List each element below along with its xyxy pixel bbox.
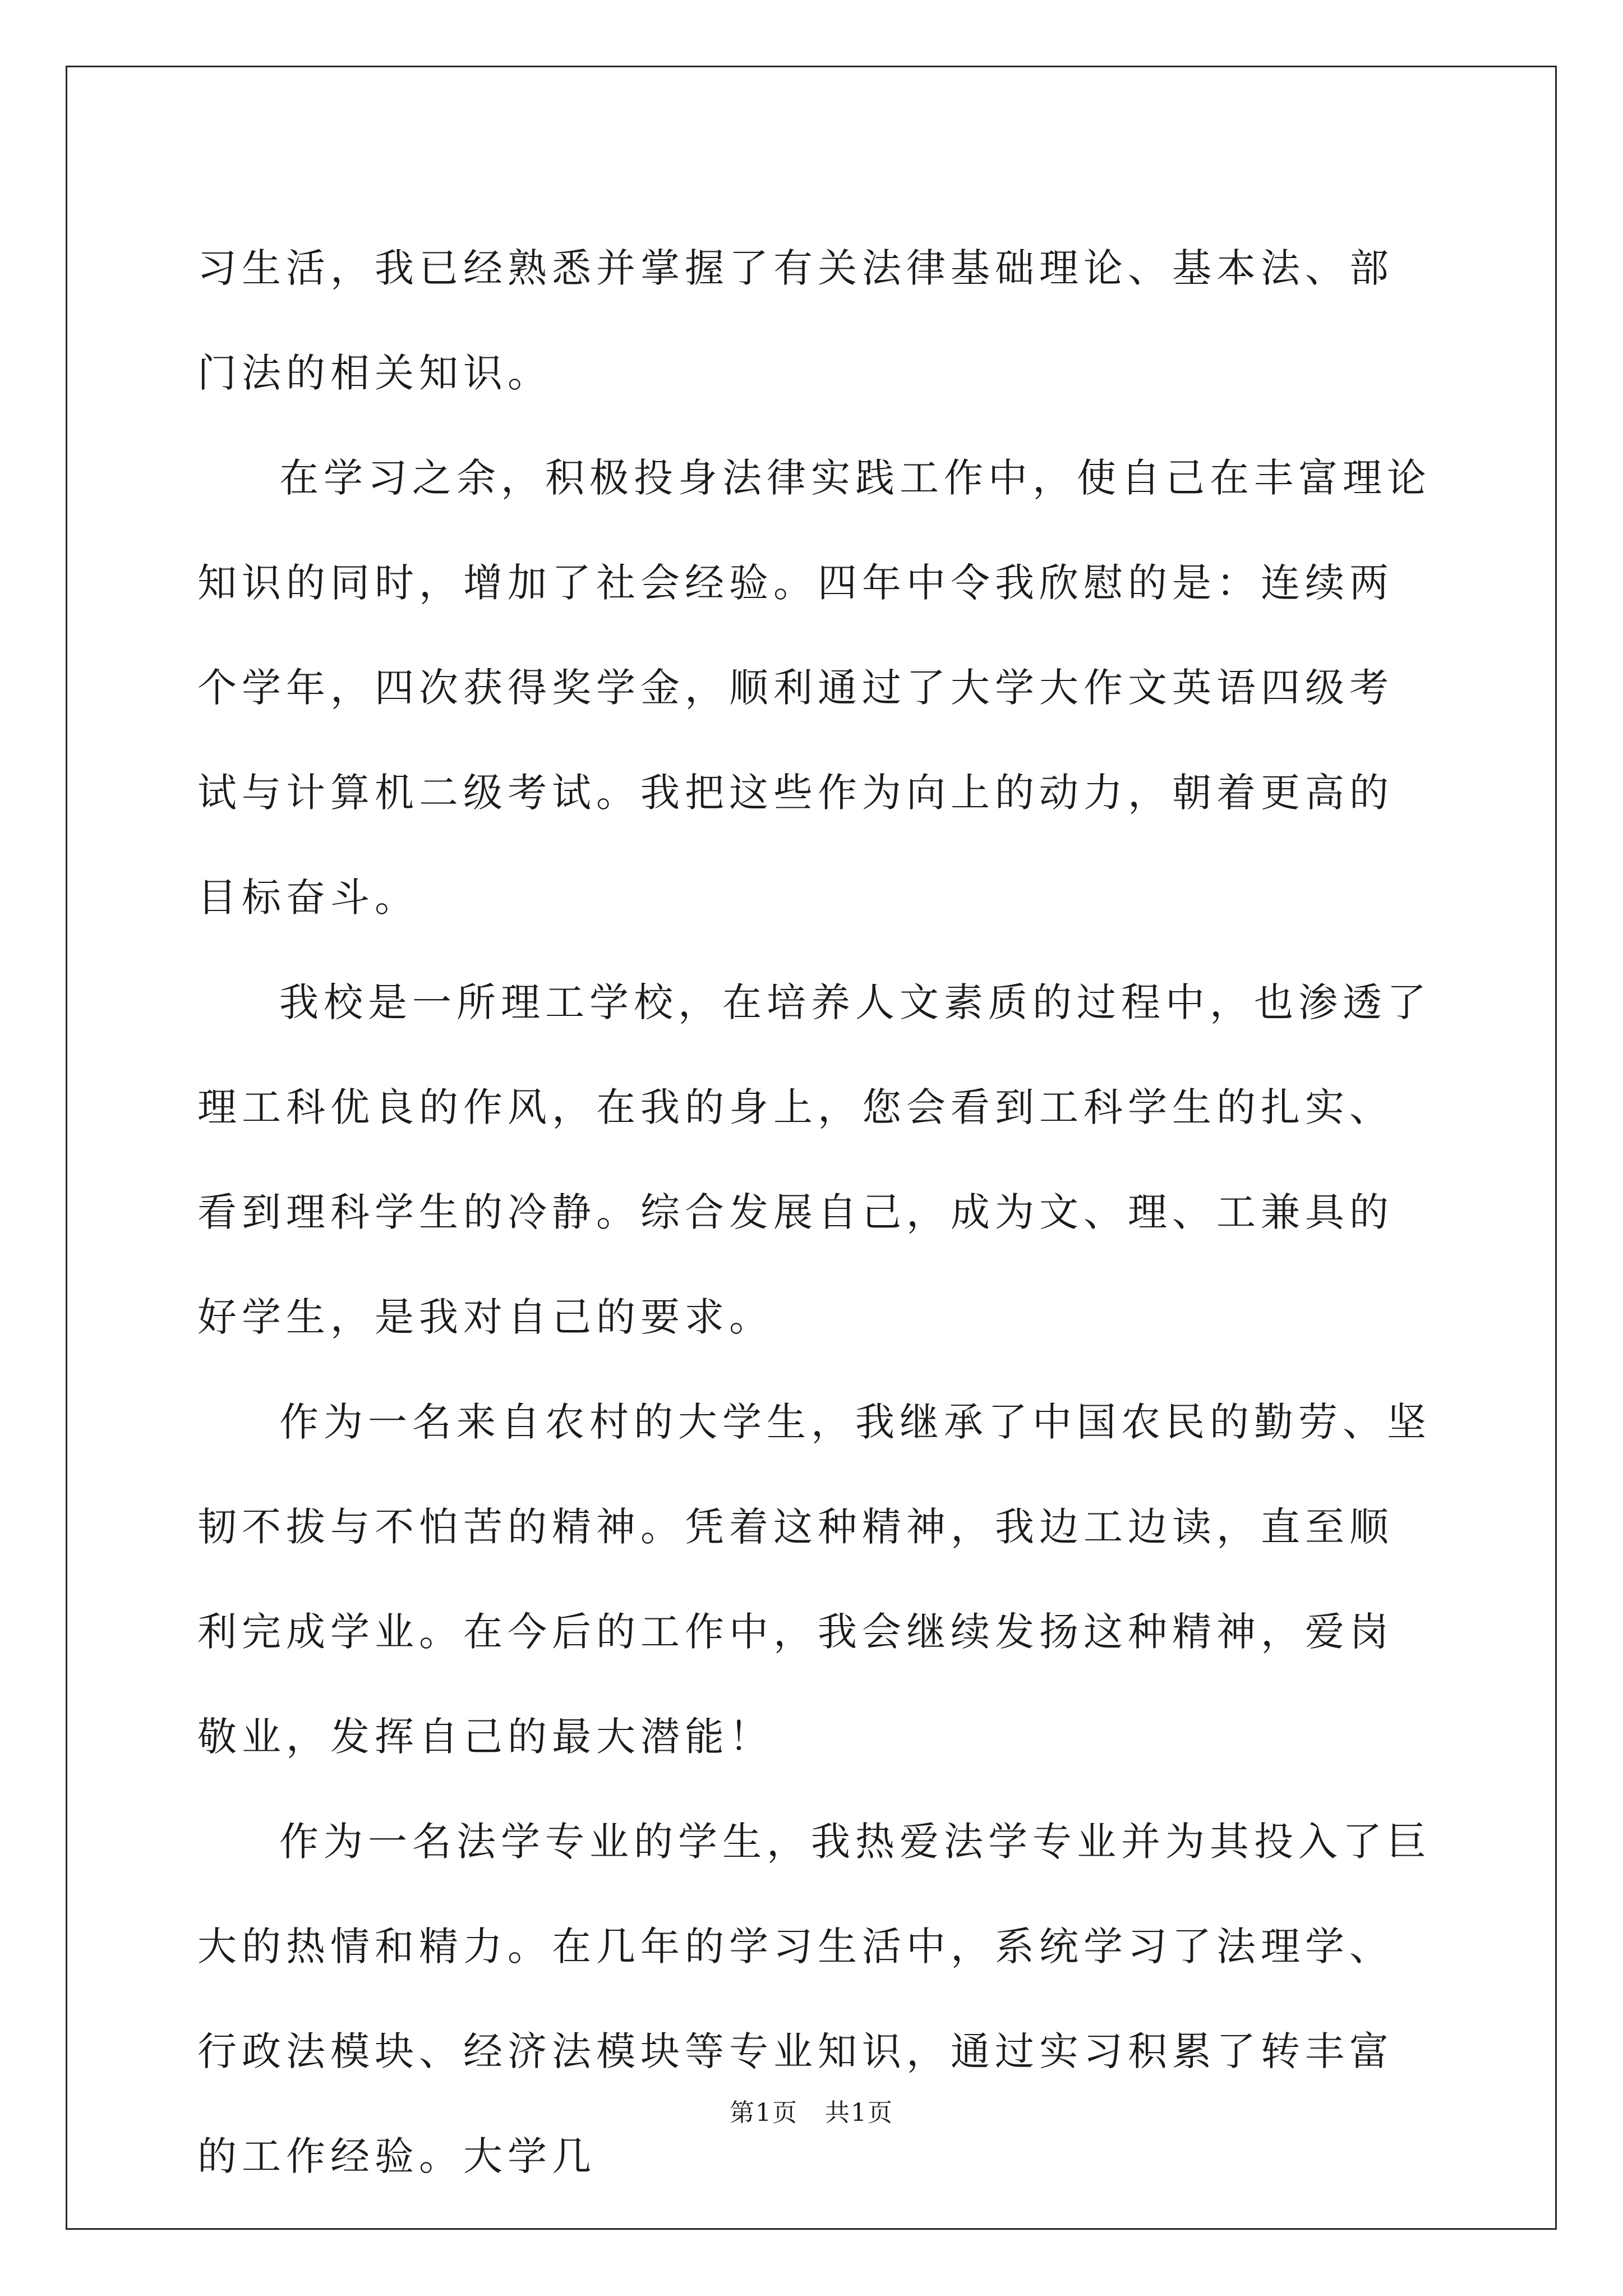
page-number: 第1页 (730, 2099, 798, 2127)
paragraph-5: 作为一名法学专业的学生，我热爱法学专业并为其投入了巨大的热情和精力。在几年的学习生活中，系统学习了法理学、行政法模块、经济法模块等专业知识，通过实习积累了转丰富的工作经验。大学几 (197, 1819, 1431, 2179)
paragraph-4: 作为一名来自农村的大学生，我继承了中国农民的勤劳、坚韧不拔与不怕苦的精神。凭着这种精神，我边工边读，直至顺利完成学业。在今后的工作中，我会继续发扬这种精神，爱岗敬业，发挥自己的最大潜能！ (197, 1399, 1431, 1760)
document-body (197, 216, 1437, 2209)
page-total: 共1页 (825, 2099, 893, 2127)
paragraph-1: 习生活，我已经熟悉并掌握了有关法律基础理论、基本法、部门法的相关知识。 (197, 245, 1394, 396)
paragraph-2: 在学习之余，积极投身法律实践工作中，使自己在丰富理论知识的同时，增加了社会经验。四年中令我欣慰的是：连续两个学年，四次获得奖学金，顺利通过了大学大作文英语四级考试与计算机二级考试。我把这些作为向上的动力，朝着更高的目标奋斗。 (197, 455, 1431, 921)
page-footer (0, 2092, 1623, 2128)
paragraph-3: 我校是一所理工学校，在培养人文素质的过程中，也渗透了理工科优良的作风，在我的身上，您会看到工科学生的扎实、看到理科学生的冷静。综合发展自己，成为文、理、工兼具的好学生，是我对自己的要求。 (197, 979, 1431, 1340)
